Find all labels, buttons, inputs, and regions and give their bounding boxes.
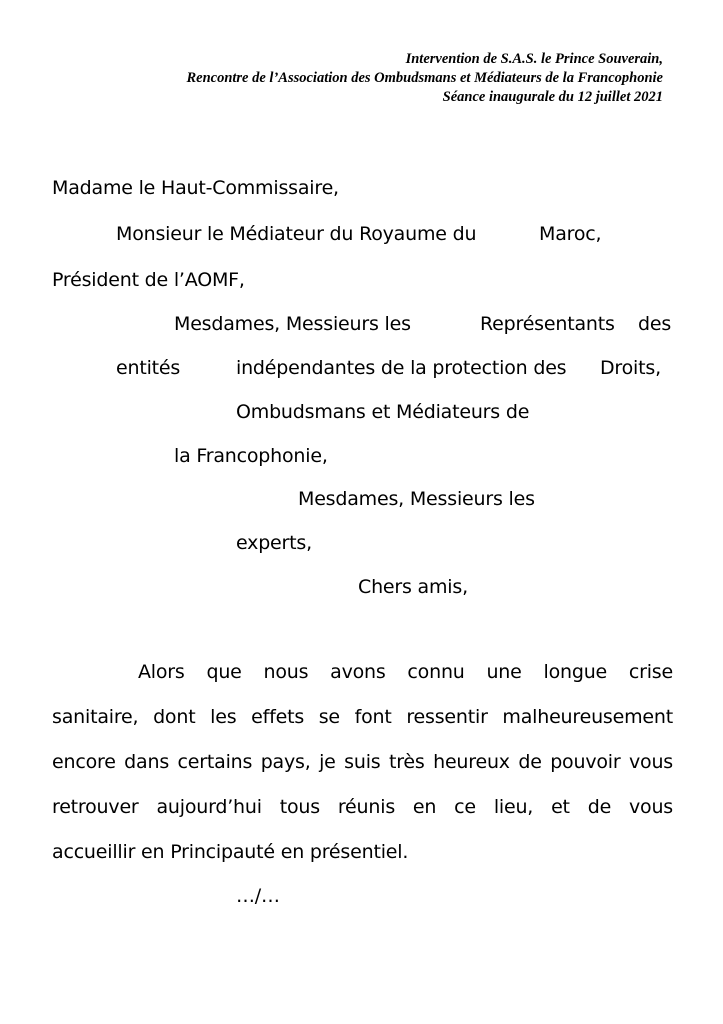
salutation-entites: entités (116, 357, 181, 379)
salutation-mediateur: Monsieur le Médiateur du Royaume du (116, 223, 477, 245)
body-paragraph (52, 650, 673, 875)
header-date: Séance inaugurale du 12 juillet 2021 (442, 89, 663, 105)
salutation-entites-droits: Droits, (600, 357, 661, 379)
salutation-experts-word: experts, (236, 532, 312, 554)
salutation-representants: Mesdames, Messieurs les (174, 313, 411, 335)
salutation-experts: Mesdames, Messieurs les (298, 488, 535, 510)
header-title: Intervention de S.A.S. le Prince Souverain, (405, 51, 663, 67)
header-event: Rencontre de l’Association des Ombudsmans et Médiateurs de la Francophonie (186, 70, 663, 86)
salutation-representants-des: des (638, 313, 672, 335)
continuation-mark: …/… (236, 885, 280, 907)
salutation-representants-word: Représentants (480, 313, 615, 335)
salutation-haut-commissaire: Madame le Haut-Commissaire, (52, 177, 339, 199)
document-header (23, 50, 663, 107)
body-line: sanitaire, dont les effets se font ressentir malheureusement (52, 706, 673, 728)
salutation-mediateur-country: Maroc, (539, 223, 602, 245)
salutation-chers-amis: Chers amis, (358, 576, 468, 598)
body-line: retrouver aujourd’hui tous réunis en ce lieu, et de vous (52, 796, 673, 818)
body-line: accueillir en Principauté en présentiel. (52, 841, 409, 863)
salutation-entites-protection: indépendantes de la protection des (236, 357, 567, 379)
salutation-ombudsmans: Ombudsmans et Médiateurs de (236, 401, 530, 423)
salutation-francophonie: la Francophonie, (174, 445, 328, 467)
body-line: encore dans certains pays, je suis très heureux de pouvoir vous (52, 751, 673, 773)
salutation-president: Président de l’AOMF, (52, 269, 245, 291)
body-line: Alors que nous avons connu une longue crise (138, 661, 673, 683)
